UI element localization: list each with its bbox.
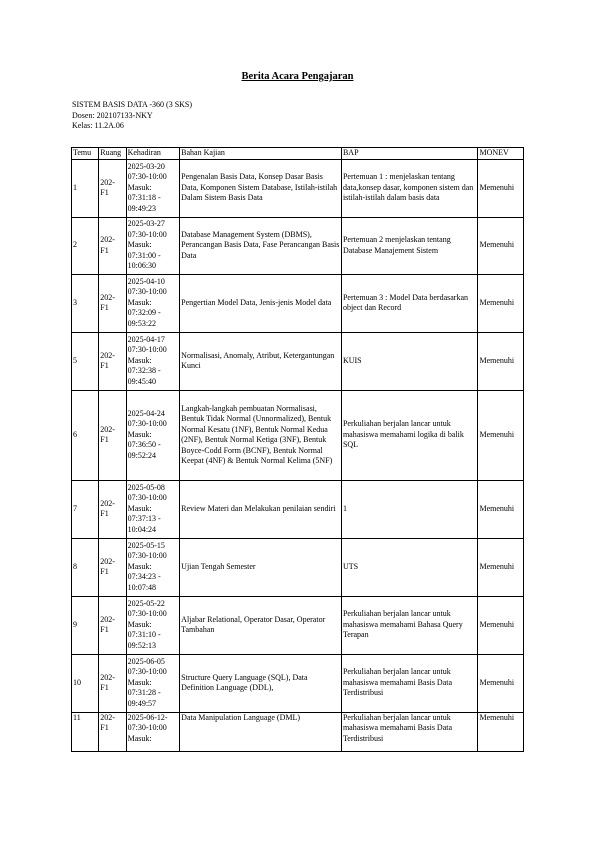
attendance-in: 07:37:13 - [127,514,161,524]
attendance-in-label: Masuk: [127,355,152,365]
monev-status: Memenuhi [478,217,524,274]
monev-status: Memenuhi [478,274,524,332]
attendance-date: 2025-06-05 [127,656,165,666]
attendance-in-label: Masuk: [127,677,152,687]
attendance-time: 07:30-10:00 [127,345,167,355]
bap-note: Pertemuan 3 : Model Data berdasarkan object dan Record [341,274,478,332]
attendance-in-label: Masuk: [127,182,152,192]
attendance-in-label: Masuk: [127,240,152,250]
attendance-in: 07:31:10 - [127,630,161,640]
room-line-1: 202- [100,556,115,566]
attendance-out: 10:04:24 [127,524,157,534]
table-row [72,480,524,538]
table-row [72,159,524,217]
table-row [72,654,524,712]
table-header-row [72,148,524,160]
room [99,390,126,480]
attendance-out: 10:06:30 [127,261,157,271]
attendance [126,217,180,274]
study-material: Langkah-langkah pembuatan Normalisasi, Bentuk Tidak Normal (Unnormalized), Bentuk Normal Kesatu (1NF), Bentuk Normal Kedua (2NF), Bentuk Normal Ketiga (3NF), Bentuk Boyce-Codd Form (BCNF), Bentuk Normal Keepat (4NF) & Bentuk Normal Kelima (5NF) [180,390,342,480]
table-row [72,538,524,596]
lecturer-code: Dosen: 202107133-NKY [72,110,153,120]
attendance-in-label: Masuk: [127,733,152,743]
room-line-1: 202- [100,498,115,508]
room [99,538,126,596]
attendance-in: 07:32:38 - [127,366,161,376]
room-line-1: 202- [100,292,115,302]
attendance-time: 07:30-10:00 [127,609,167,619]
attendance-time: 07:30-10:00 [127,172,167,182]
attendance-time: 07:30-10:00 [127,229,167,239]
meeting-number: 5 [72,332,99,390]
bap-note: KUIS [341,332,478,390]
table-row [72,274,524,332]
study-material: Pengertian Model Data, Jenis-jenis Model data [180,274,342,332]
monev-status: Memenuhi [478,596,524,654]
room-line-2: F1 [100,435,109,444]
study-material: Aljabar Relational, Operator Dasar, Operator Tambahan [180,596,342,654]
attendance-out: 09:45:40 [127,376,157,386]
attendance-date: 2025-03-27 [127,219,165,229]
attendance [126,654,180,712]
course-name: SISTEM BASIS DATA -360 (3 SKS) [72,100,193,109]
room-line-1: 202- [100,424,115,434]
attendance-out: 09:53:22 [127,318,157,328]
header-bahan-kajian: Bahan Kajian [180,148,342,160]
attendance-in: 07:36:50 - [127,440,161,450]
room-line-2: F1 [100,361,109,370]
room-line-1: 202- [100,350,115,360]
meeting-number: 1 [72,159,99,217]
room [99,274,126,332]
course-info [72,100,192,132]
room-line-2: F1 [100,188,109,197]
room-line-2: F1 [100,303,109,312]
room [99,712,126,751]
attendance [126,538,180,596]
attendance-in: 07:31:00 - [127,250,161,260]
room-line-1: 202- [100,177,115,187]
monev-status: Memenuhi [478,654,524,712]
bap-note: Pertemuan 1 : menjelaskan tentang data,konsep dasar, komponen sistem dan istilah-istilah dalam basis data [341,159,478,217]
table-row [72,596,524,654]
room-line-1: 202- [100,235,115,244]
attendance-out: 10:07:48 [127,582,157,592]
room-line-1: 202- [100,614,115,624]
attendance [126,712,180,751]
room [99,654,126,712]
attendance-out: 09:52:13 [127,640,157,650]
attendance-in-label: Masuk: [127,429,152,439]
header-ruang: Ruang [99,148,126,160]
header-kehadiran: Kehadiran [126,148,180,160]
attendance-date: 2025-05-15 [127,540,165,550]
study-material: Ujian Tengah Semester [180,538,342,596]
attendance-in: 07:34:23 - [127,572,161,582]
attendance [126,332,180,390]
room [99,596,126,654]
room-line-1: 202- [100,672,115,682]
room-line-2: F1 [100,723,109,732]
monev-status: Memenuhi [478,480,524,538]
attendance-in: 07:31:28 - [127,688,161,698]
room [99,480,126,538]
bap-note: Perkuliahan berjalan lancar untuk mahasiswa memahami Basis Data Terdistribusi [341,712,478,751]
attendance-in: 07:32:09 - [127,308,161,318]
attendance-time: 07:30-10:00 [127,287,167,297]
table-row [72,217,524,274]
table-row [72,712,524,751]
room-line-2: F1 [100,509,109,518]
meeting-number: 3 [72,274,99,332]
attendance-date: 2025-06-12- [127,712,168,722]
class-code: Kelas: 11.2A.06 [72,121,124,130]
attendance-date: 2025-04-10 [127,276,165,286]
bap-note: 1 [341,480,478,538]
attendance-date: 2025-04-24 [127,408,165,418]
attendance-out: 09:49:23 [127,203,157,213]
study-material: Review Materi dan Melakukan penilaian sendiri [180,480,342,538]
header-pertemuan: Temu [72,148,99,160]
room-line-2: F1 [100,625,109,634]
bap-note: UTS [341,538,478,596]
monev-status: Memenuhi [478,538,524,596]
study-material: Structure Query Language (SQL), Data Definition Language (DDL), [180,654,342,712]
monev-status: Memenuhi [478,390,524,480]
attendance [126,480,180,538]
monev-status: Memenuhi [478,332,524,390]
table-row [72,332,524,390]
bap-note: Perkuliahan berjalan lancar untuk mahasiswa memahami Bahasa Query Terapan [341,596,478,654]
room [99,332,126,390]
meeting-number: 9 [72,596,99,654]
attendance-date: 2025-05-08 [127,482,165,492]
room-line-2: F1 [100,245,109,255]
meeting-number: 11 [72,712,99,751]
attendance-date: 2025-05-22 [127,598,165,608]
document-title: Berita Acara Pengajaran [241,71,354,82]
meeting-number: 2 [72,217,99,274]
study-material: Data Manipulation Language (DML) [180,712,342,751]
header-bap: BAP [341,148,478,160]
attendance-in: 07:31:18 - [127,193,161,203]
meeting-number: 10 [72,654,99,712]
table-row [72,390,524,480]
bap-note: Pertemuan 2 menjelaskan tentang Database Manajement Sistem [341,217,478,274]
attendance-date: 2025-04-17 [127,334,165,344]
study-material: Pengenalan Basis Data, Konsep Dasar Basis Data, Komponen Sistem Database, Istilah-istilah Dalam Sistem Basis Data [180,159,342,217]
attendance-date: 2025-03-20 [127,161,165,171]
monev-status: Memenuhi [478,159,524,217]
meeting-number: 7 [72,480,99,538]
monev-status: Memenuhi [478,712,524,751]
attendance-in-label: Masuk: [127,619,152,629]
meeting-number: 6 [72,390,99,480]
attendance-in-label: Masuk: [127,503,152,513]
attendance-time: 07:30-10:00 [127,667,167,677]
bap-note: Perkuliahan berjalan lancar untuk mahasiswa memahami Basis Data Terdistribusi [341,654,478,712]
room-line-2: F1 [100,567,109,576]
attendance-time: 07:30-10:00 [127,419,167,429]
room-line-1: 202- [100,712,115,722]
attendance [126,159,180,217]
attendance [126,390,180,480]
attendance [126,274,180,332]
room [99,159,126,217]
attendance-in-label: Masuk: [127,561,152,571]
study-material: Database Management System (DBMS), Perancangan Basis Data, Fase Perancangan Basis Data [180,217,342,274]
room-line-2: F1 [100,683,109,692]
attendance-out: 09:52:24 [127,450,157,460]
attendance [126,596,180,654]
attendance-time: 07:30-10:00 [127,551,167,561]
attendance-time: 07:30-10:00 [127,493,167,503]
room [99,217,126,274]
attendance-out: 09:49:57 [127,698,157,708]
bap-note: Perkuliahan berjalan lancar untuk mahasiswa memahami logika di balik SQL [341,390,478,480]
study-material: Normalisasi, Anomaly, Atribut, Ketergantungan Kunci [180,332,342,390]
header-monev: MONEV [478,148,524,160]
attendance-time: 07:30-10:00 [127,723,167,732]
meeting-number: 8 [72,538,99,596]
attendance-in-label: Masuk: [127,297,152,307]
teaching-record-table [71,147,524,752]
